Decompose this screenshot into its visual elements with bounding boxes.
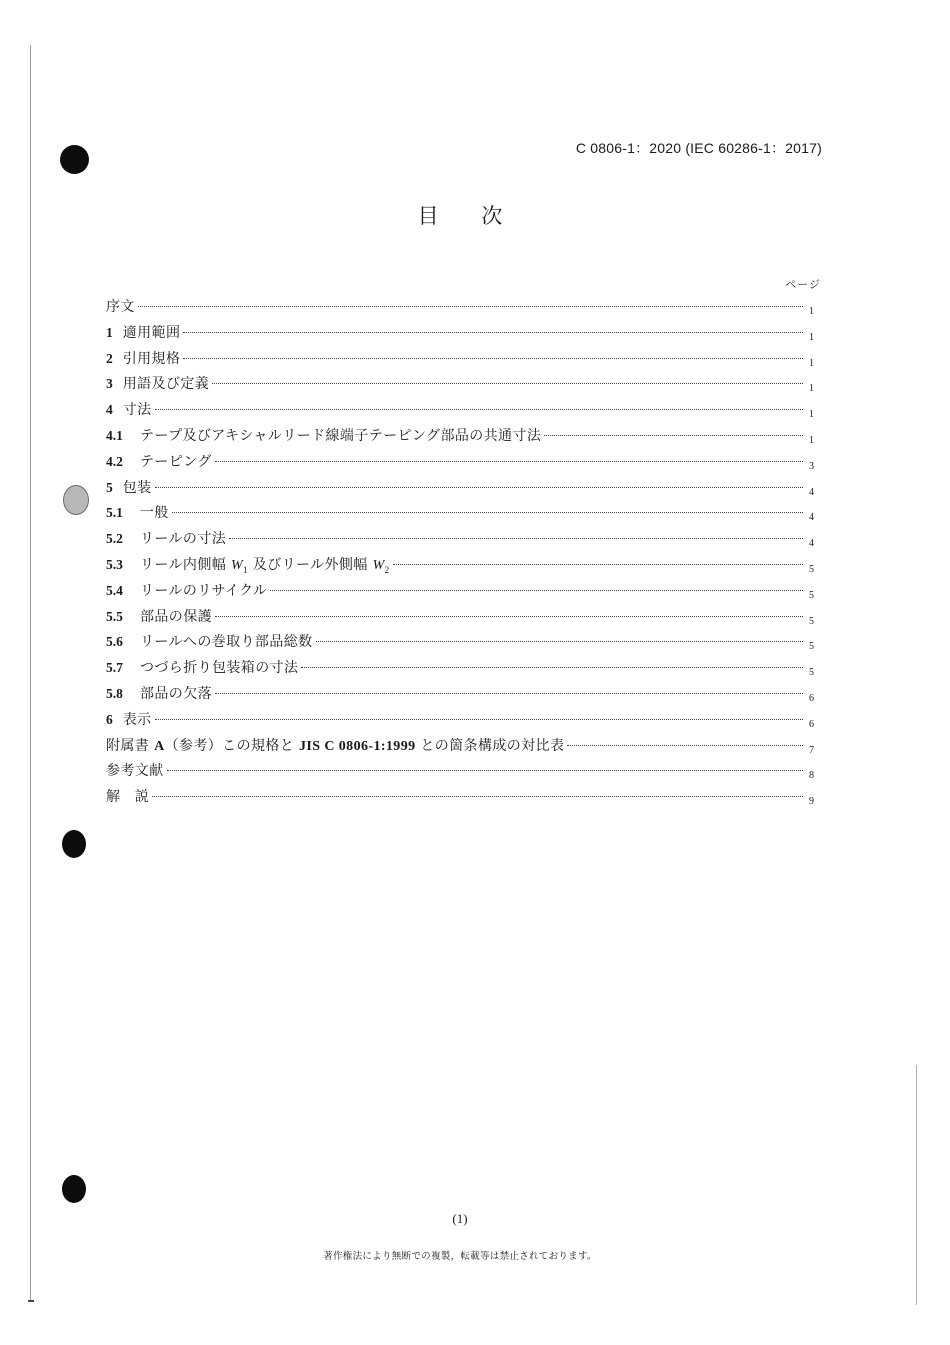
toc-entry-number: 5.6	[106, 634, 123, 650]
dot-leader	[183, 358, 803, 359]
standard-number: C 0806-1：2020 (IEC 60286-1：2017)	[575, 140, 822, 156]
toc-entry-number: 4.2	[106, 453, 123, 469]
dot-leader	[212, 383, 803, 384]
toc-entry-title: テープ及びアキシャルリード線端子テーピング部品の共通寸法	[140, 427, 542, 444]
toc-entry-title: 附属書 A（参考）この規格と JIS C 0806-1:1999 との箇条構成の対比表	[106, 737, 565, 754]
punch-hole-3	[62, 830, 86, 858]
toc-entry-page: 1	[809, 383, 814, 395]
toc-entry-commentary[interactable]	[106, 786, 814, 812]
dot-leader	[567, 745, 803, 746]
dot-leader	[544, 435, 803, 436]
dot-leader	[138, 306, 803, 307]
toc-entry-page: 1	[809, 434, 814, 446]
table-of-contents	[106, 296, 814, 812]
toc-entry-number: 5.8	[106, 685, 123, 701]
toc-entry-number: 6	[106, 711, 113, 727]
toc-entry-page: 4	[809, 512, 814, 524]
toc-entry-foreword[interactable]	[106, 296, 814, 322]
toc-entry-title: 部品の欠落	[140, 685, 212, 702]
dot-leader	[270, 590, 803, 591]
page-number: (1)	[452, 1211, 468, 1226]
toc-entry-page: 5	[809, 615, 814, 627]
toc-entry-title: 部品の保護	[140, 608, 212, 625]
toc-entry-title: リールへの巻取り部品総数	[140, 634, 313, 651]
toc-entry-4[interactable]	[106, 399, 814, 425]
toc-entry-5[interactable]	[106, 477, 814, 503]
toc-entry-page: 4	[809, 486, 814, 498]
punch-hole-4	[62, 1175, 86, 1203]
toc-entry-title: リールの寸法	[140, 531, 227, 548]
toc-entry-page: 5	[809, 589, 814, 601]
toc-entry-number: 5	[106, 479, 113, 495]
toc-entry-5-1[interactable]	[106, 502, 814, 528]
toc-entry-number: 4	[106, 402, 113, 418]
dot-leader	[155, 719, 803, 720]
toc-entry-number: 2	[106, 350, 113, 366]
toc-entry-5-7[interactable]	[106, 657, 814, 683]
dot-leader	[155, 487, 803, 488]
toc-entry-5-2[interactable]	[106, 528, 814, 554]
toc-entry-title: 参考文献	[106, 763, 164, 780]
toc-entry-1[interactable]	[106, 322, 814, 348]
dot-leader	[215, 616, 803, 617]
dot-leader	[215, 693, 803, 694]
toc-entry-page: 5	[809, 667, 814, 679]
toc-entry-title: 寸法	[122, 402, 152, 419]
toc-entry-5-3[interactable]	[106, 554, 814, 580]
toc-entry-page: 1	[809, 306, 814, 317]
toc-entry-page: 5	[809, 563, 814, 575]
dot-leader	[301, 667, 803, 668]
toc-entry-number: 4.1	[106, 427, 123, 443]
toc-entry-title: つづら折り包装箱の寸法	[140, 660, 299, 677]
toc-entry-title: リールのリサイクル	[140, 582, 268, 599]
toc-entry-annex-a[interactable]	[106, 735, 814, 761]
toc-entry-page: 6	[809, 718, 814, 730]
scan-edge-right	[916, 1065, 917, 1305]
dot-leader	[316, 641, 803, 642]
dot-leader	[393, 564, 803, 565]
toc-entry-5-4[interactable]	[106, 580, 814, 606]
toc-entry-number: 5.4	[106, 582, 123, 598]
toc-entry-page: 8	[809, 770, 814, 782]
scan-mark	[28, 1300, 34, 1302]
toc-entry-5-8[interactable]	[106, 683, 814, 709]
punch-hole-2	[63, 485, 89, 515]
toc-entry-title: 包装	[122, 479, 152, 496]
toc-entry-number: 5.2	[106, 531, 123, 547]
toc-entry-page: 1	[809, 331, 814, 343]
toc-entry-number: 3	[106, 376, 113, 392]
toc-entry-title: 解 説	[106, 789, 150, 806]
toc-entry-2[interactable]	[106, 348, 814, 374]
dot-leader	[155, 409, 803, 410]
toc-entry-5-5[interactable]	[106, 606, 814, 632]
dot-leader	[172, 512, 803, 513]
toc-entry-4-2[interactable]	[106, 451, 814, 477]
toc-entry-title: 表示	[122, 711, 152, 728]
toc-entry-4-1[interactable]	[106, 425, 814, 451]
dot-leader	[215, 461, 803, 462]
toc-entry-5-6[interactable]	[106, 631, 814, 657]
page-title: 目 次	[417, 204, 521, 228]
page-column-label: ページ	[785, 278, 821, 291]
scan-edge-left	[30, 45, 31, 1300]
toc-entry-page: 1	[809, 357, 814, 369]
toc-entry-page: 1	[809, 409, 814, 421]
toc-entry-number: 1	[106, 324, 113, 340]
dot-leader	[229, 538, 803, 539]
toc-entry-title: リール内側幅 $W_1$ 及びリール外側幅 $W_2$	[140, 556, 390, 575]
toc-entry-title: テーピング	[140, 453, 212, 470]
toc-entry-title: 用語及び定義	[122, 376, 210, 393]
toc-entry-title: 引用規格	[122, 350, 181, 367]
toc-entry-title: 適用範囲	[122, 324, 181, 341]
dot-leader	[183, 332, 803, 333]
toc-entry-page: 6	[809, 692, 814, 704]
toc-entry-title: 序文	[106, 299, 135, 315]
toc-entry-number: 5.3	[106, 556, 123, 572]
toc-entry-3[interactable]	[106, 373, 814, 399]
toc-entry-number: 5.7	[106, 660, 123, 676]
toc-entry-page: 9	[809, 796, 814, 808]
copyright-notice: 著作権法により無断での複製，転載等は禁止されております。	[323, 1251, 597, 1262]
toc-entry-bibliography[interactable]	[106, 760, 814, 786]
punch-hole-1	[60, 145, 89, 174]
toc-entry-page: 4	[809, 538, 814, 550]
toc-entry-page: 3	[809, 460, 814, 472]
dot-leader	[167, 770, 803, 771]
toc-entry-page: 7	[809, 744, 814, 756]
toc-entry-title: 一般	[140, 505, 169, 522]
toc-entry-number: 5.1	[106, 505, 123, 521]
toc-entry-6[interactable]	[106, 709, 814, 735]
toc-entry-number: 5.5	[106, 608, 123, 624]
dot-leader	[152, 796, 803, 797]
toc-entry-page: 5	[809, 641, 814, 653]
